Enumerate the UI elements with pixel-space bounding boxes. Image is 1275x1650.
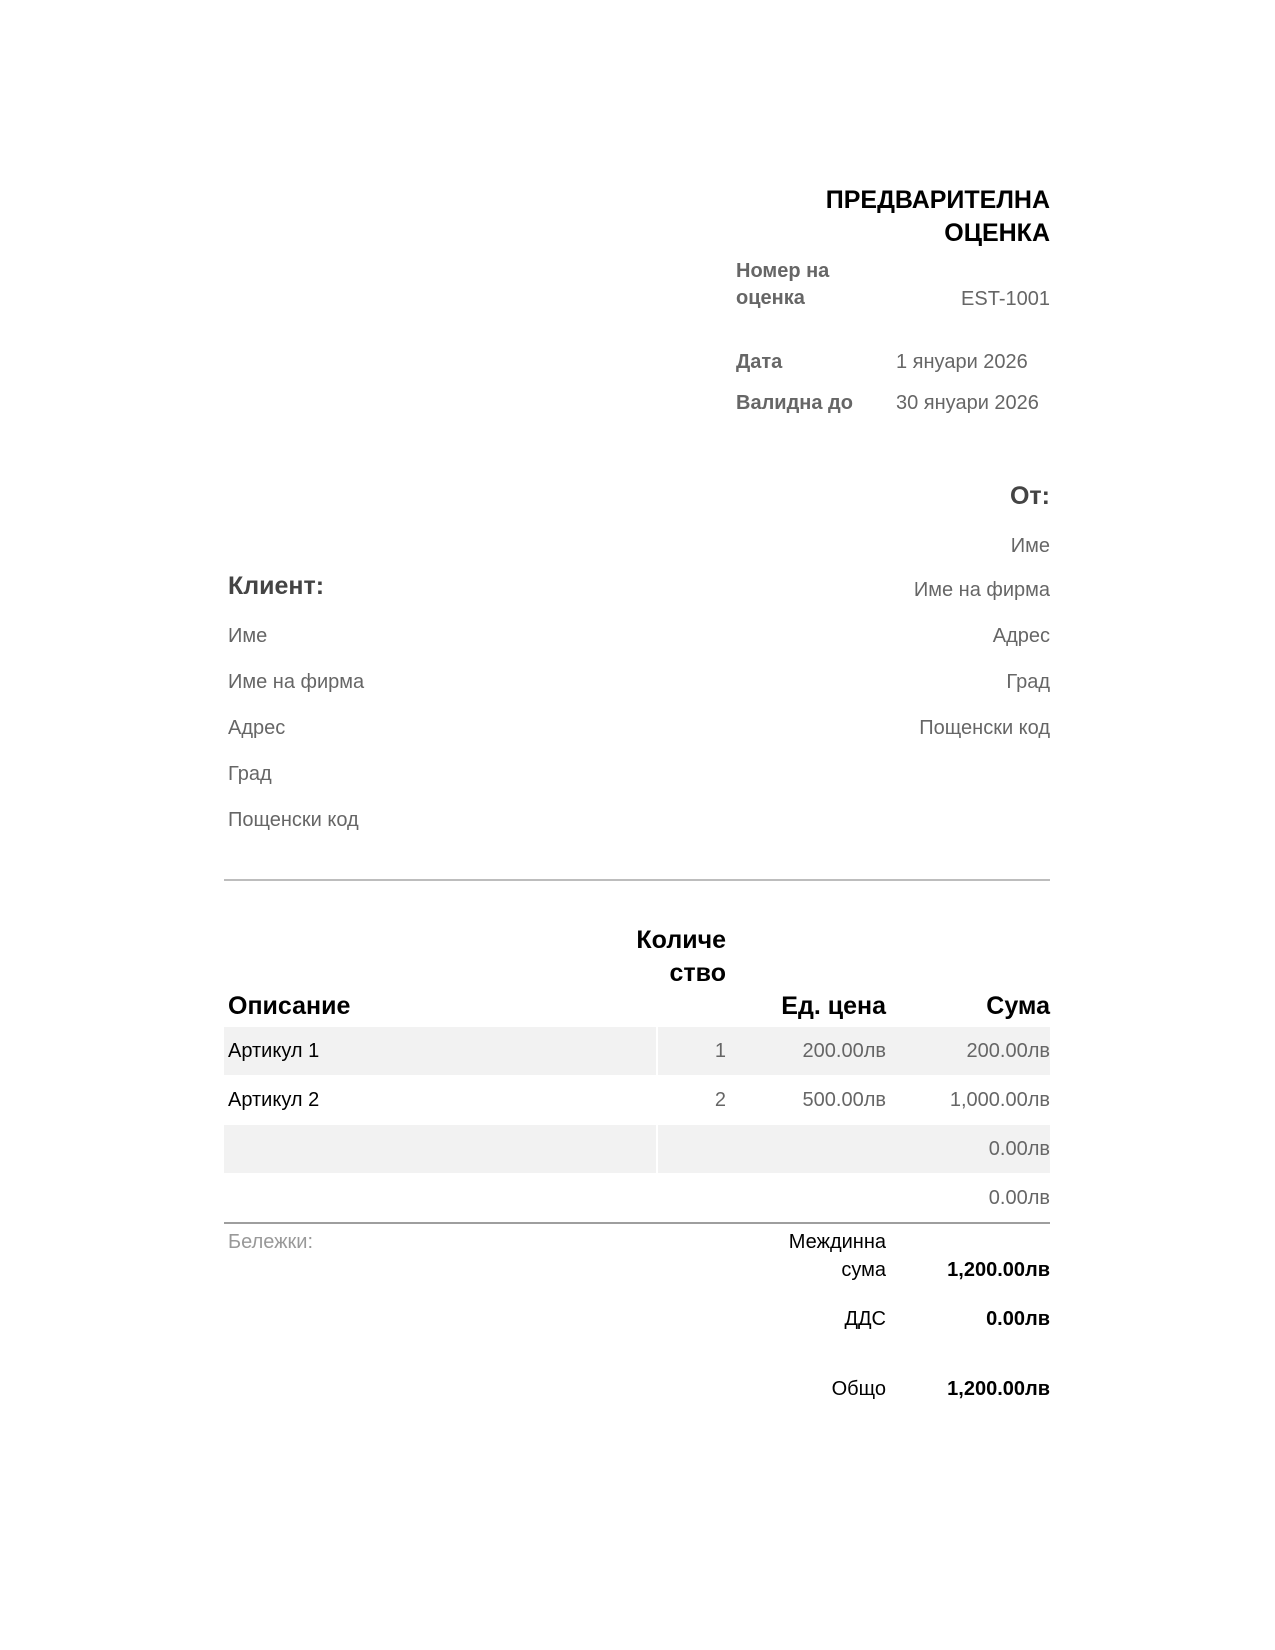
valid-until-value: 30 януари 2026 bbox=[896, 392, 1039, 414]
client-name: Име bbox=[228, 625, 268, 647]
document-title bbox=[760, 184, 1050, 250]
client-heading: Клиент: bbox=[228, 572, 325, 600]
title-line-2: ОЦЕНКА bbox=[944, 219, 1050, 247]
table-row-separator bbox=[656, 1125, 658, 1173]
estimate-number-value: EST-1001 bbox=[961, 288, 1050, 310]
client-city: Град bbox=[228, 763, 272, 785]
notes-label: Бележки: bbox=[228, 1231, 314, 1253]
estimate-number-label bbox=[736, 258, 866, 312]
from-address: Адрес bbox=[992, 625, 1050, 647]
from-postal: Пощенски код bbox=[919, 717, 1050, 739]
client-address: Адрес bbox=[228, 717, 286, 739]
valid-until-label: Валидна до bbox=[736, 392, 853, 414]
table-row-unit-price: 200.00лв bbox=[802, 1040, 886, 1062]
table-bottom-rule bbox=[224, 1222, 1050, 1224]
date-label: Дата bbox=[736, 351, 783, 373]
column-header-description: Описание bbox=[228, 992, 351, 1020]
estimate-number-label-line-1: Номер на bbox=[736, 260, 830, 282]
table-row-quantity: 1 bbox=[714, 1040, 726, 1062]
date-value: 1 януари 2026 bbox=[896, 351, 1028, 373]
table-row-unit-price: 500.00лв bbox=[802, 1089, 886, 1111]
estimate-number-label-line-2: оценка bbox=[736, 287, 805, 309]
table-row-quantity: 2 bbox=[714, 1089, 726, 1111]
from-heading: От: bbox=[1009, 482, 1050, 510]
from-name: Име bbox=[1010, 535, 1050, 557]
tax-label: ДДС bbox=[844, 1308, 886, 1330]
column-header-quantity: Количество bbox=[636, 926, 726, 987]
column-header-unit-price: Ед. цена bbox=[781, 992, 886, 1020]
tax-value: 0.00лв bbox=[986, 1308, 1050, 1330]
from-company: Име на фирма bbox=[913, 579, 1050, 601]
table-row-amount: 0.00лв bbox=[988, 1187, 1050, 1209]
total-value: 1,200.00лв bbox=[947, 1378, 1050, 1400]
client-company: Име на фирма bbox=[228, 671, 365, 693]
table-row-background bbox=[224, 1027, 1050, 1075]
table-row-amount: 0.00лв bbox=[988, 1138, 1050, 1160]
table-row-description: Артикул 2 bbox=[228, 1089, 320, 1111]
table-row-background bbox=[224, 1125, 1050, 1173]
from-city: Град bbox=[1006, 671, 1050, 693]
table-row-separator bbox=[656, 1027, 658, 1075]
subtotal-value: 1,200.00лв bbox=[947, 1259, 1050, 1281]
title-line-1: ПРЕДВАРИТЕЛНА bbox=[825, 186, 1050, 214]
section-divider bbox=[224, 879, 1050, 881]
client-postal: Пощенски код bbox=[228, 809, 359, 831]
table-row-amount: 200.00лв bbox=[966, 1040, 1050, 1062]
table-row-description: Артикул 1 bbox=[228, 1040, 320, 1062]
table-row-amount: 1,000.00лв bbox=[949, 1089, 1050, 1111]
column-header-amount: Сума bbox=[986, 992, 1050, 1020]
subtotal-label: Междинна сума bbox=[788, 1231, 886, 1281]
total-label: Общо bbox=[831, 1378, 886, 1400]
